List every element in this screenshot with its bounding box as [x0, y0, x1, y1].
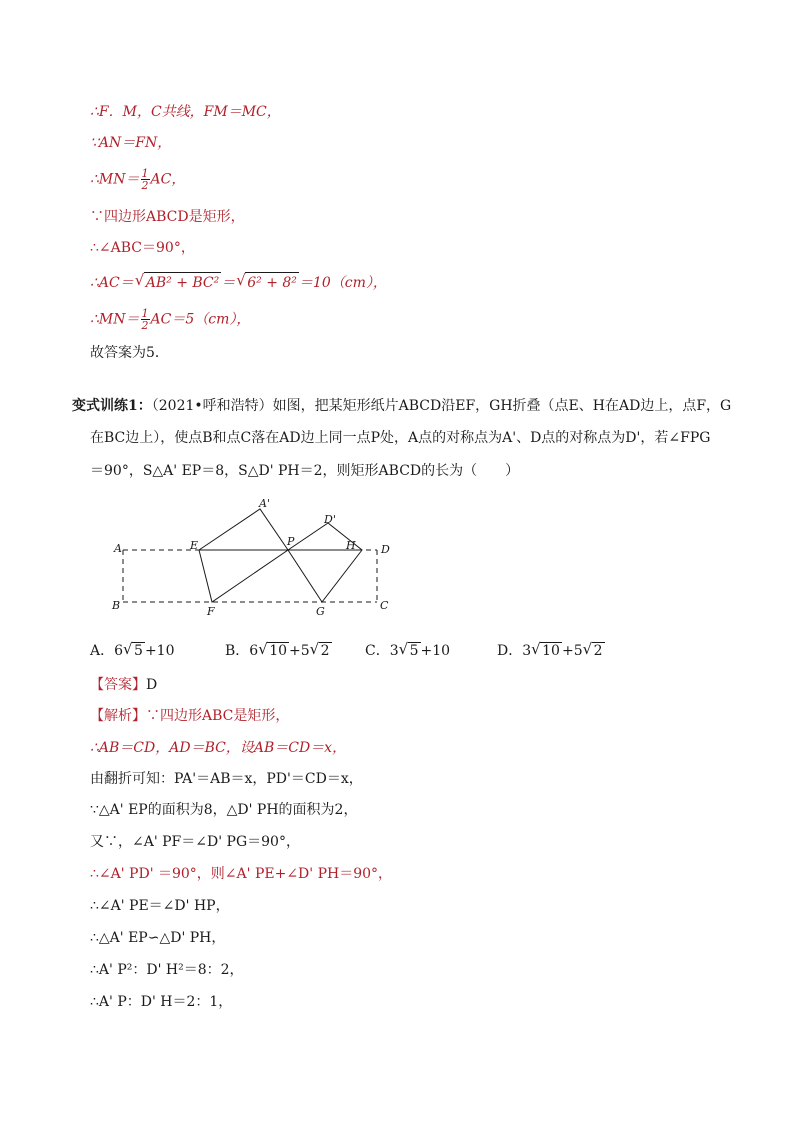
analysis-label: 【解析】	[90, 708, 146, 724]
ac-equals: ∴AC＝	[90, 275, 134, 291]
problem-label: 变式训练1：	[72, 398, 152, 414]
analysis-line-8: ∴△A' EP∽△D' PH，	[90, 930, 226, 946]
mn-equals: ∴MN＝	[90, 171, 140, 188]
solution-line-4: ∵四边形ABCD是矩形，	[90, 209, 245, 225]
label-C: C	[380, 599, 389, 612]
analysis-line-4: ∵△A' EP的面积为8，△D' PH的面积为2，	[90, 802, 358, 818]
label-P: P	[287, 535, 295, 548]
problem-line-1	[72, 396, 731, 416]
solution-line-5: ∴∠ABC＝90°，	[90, 240, 195, 256]
label-B: B	[112, 599, 121, 612]
analysis-line-3: 由翻折可知：PA'＝AB＝x，PD'＝CD＝x，	[90, 771, 363, 787]
equals-sign: ＝	[221, 275, 236, 291]
sqrt-6-8: √ 6² + 8²	[245, 272, 299, 293]
analysis-line-10: ∴A' P：D' H＝2：1，	[90, 994, 233, 1010]
analysis-text-1: ∵四边形ABC是矩形，	[146, 708, 290, 724]
label-D-prime: D'	[324, 513, 336, 526]
analysis-line-7: ∴∠A' PE＝∠D' HP，	[90, 898, 230, 914]
folded-DCGH	[288, 523, 362, 602]
fraction-half-2: $\frac{1}{2}$	[141, 307, 149, 332]
label-F: F	[207, 605, 215, 618]
problem-line-2: 在BC边上），使点B和点C落在AD边上同一点P处，A点的对称点为A'、D点的对称点为D'，若∠FPG	[90, 430, 711, 446]
geometry-figure	[0, 495, 794, 625]
solution-line-3	[90, 168, 185, 191]
label-E: E	[190, 539, 199, 552]
analysis-line-1	[90, 706, 289, 726]
folded-ABFE	[199, 509, 288, 602]
option-d[interactable]: D．3√ 10 +5√ 2	[497, 640, 605, 660]
problem-line-3: ＝90°，S△A' EP＝8，S△D' PH＝2，则矩形ABCD的长为（ ）	[90, 463, 520, 479]
analysis-line-6: ∴∠A' PD' ＝90°，则∠A' PE+∠D' PH＝90°，	[90, 866, 393, 882]
solution-line-1: ∴F．M，C共线，FM＝MC，	[90, 104, 281, 120]
label-A: A	[114, 542, 122, 555]
label-D: D	[381, 543, 390, 556]
sqrt-ab-bc: √ AB² + BC²	[144, 272, 222, 293]
label-A-prime: A'	[259, 497, 270, 510]
result-10cm: ＝10（cm），	[298, 275, 387, 291]
final-answer-line: 故答案为5．	[90, 345, 169, 361]
option-a[interactable]: A．6√ 5 +10	[90, 640, 175, 660]
answer-value: D	[146, 677, 158, 693]
ac-text: AC，	[150, 171, 186, 188]
answer-label: 【答案】	[90, 677, 146, 693]
solution-line-2: ∵AN＝FN，	[90, 135, 172, 151]
mn-equals-2: ∴MN＝	[90, 311, 140, 328]
solution-line-6	[90, 272, 387, 293]
solution-line-7	[90, 308, 250, 331]
analysis-line-2: ∴AB＝CD，AD＝BC，设AB＝CD＝x，	[90, 740, 347, 756]
answer-line	[90, 675, 157, 695]
option-c[interactable]: C．3√ 5 +10	[365, 640, 450, 660]
label-G: G	[316, 605, 325, 618]
option-b[interactable]: B．6√ 10 +5√ 2	[225, 640, 332, 660]
fraction-half: $\frac{1}{2}$	[141, 167, 149, 192]
analysis-line-5: 又∵，∠A' PF＝∠D' PG＝90°，	[90, 834, 300, 850]
analysis-line-9: ∴A' P²：D' H²＝8：2，	[90, 962, 244, 978]
ac-5cm: AC＝5（cm），	[150, 311, 251, 328]
problem-text-1: （2021•呼和浩特）如图，把某矩形纸片ABCD沿EF，GH折叠（点E、H在AD边上，点F，G	[151, 398, 732, 414]
label-H: H	[346, 539, 356, 552]
